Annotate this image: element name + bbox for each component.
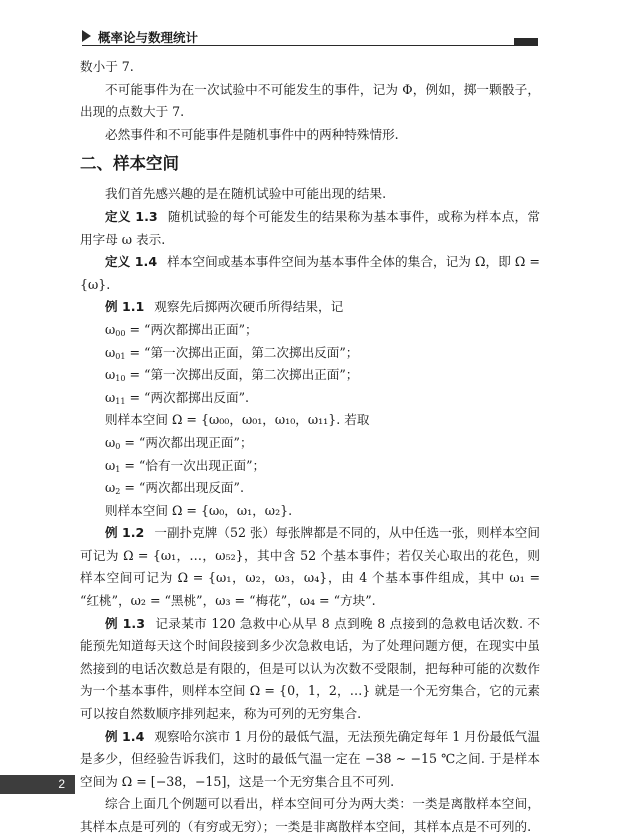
page-number: 2 — [0, 775, 75, 794]
book-title: 概率论与数理统计 — [98, 30, 199, 45]
definition-1-3 — [80, 206, 540, 251]
example-text: 一副扑克牌（52 张）每张牌都是不同的，从中任选一张，则样本空间可记为 Ω = {ω₁，…，ω₅₂}，其中含 52 个基本事件；若仅关心取出的花色，则样本空间可记为 Ω = {ω₁，ω₂，ω₃，ω₄}，由 4 个基本事件组成，其中 ω₁ = “红桃”，ω₂ = “黑桃”，ω₃ = “梅花”，ω₄ = “方块”. — [80, 525, 540, 609]
section-heading: 二、样本空间 — [80, 154, 179, 174]
formula-line: $\omega_{00}$ = “两次都掷出正面”； — [105, 321, 258, 338]
formula-line: $\omega_{11}$ = “两次都掷出反面”. — [105, 389, 250, 406]
example-1-1 — [80, 296, 540, 319]
definition-text: 随机试验的每个可能发生的结果称为基本事件，或称为样本点，常用字母 ω 表示. — [80, 208, 540, 247]
definition-label: 定义 1.4 — [105, 254, 158, 270]
formula-line: $\omega_1$ = “恰有一次出现正面”； — [105, 457, 266, 474]
formula-line: $\omega_0$ = “两次都出现正面”； — [105, 434, 253, 451]
example-label: 例 1.1 — [105, 299, 145, 315]
example-label: 例 1.3 — [105, 615, 145, 631]
paragraph: 必然事件和不可能事件是随机事件中的两种特殊情形. — [105, 126, 399, 142]
header-bar-decoration — [514, 38, 538, 45]
example-label: 例 1.2 — [105, 525, 145, 541]
definition-text: 样本空间或基本事件空间为基本事件全体的集合，记为 Ω，即 Ω = {ω}. — [80, 254, 540, 292]
example-1-3 — [80, 613, 540, 726]
example-text: 记录某市 120 急救中心从早 8 点到晚 8 点接到的急救电话次数. 不能预先知道每天这个时间段接到多少次急救电话，为了处理问题方便，在现实中虽然接到的电话次数总是有限的，但是可以认为次数不受限制，把每种可能的次数作为一个基本事件，则样本空间 Ω = {0，1，2，…} 就是一个无穷集合，它的元素可以按自然数顺序排列起来，称为可列的无穷集合. — [80, 615, 540, 722]
example-label: 例 1.4 — [105, 728, 145, 744]
triangle-marker-icon — [82, 30, 91, 42]
paragraph: 我们首先感兴趣的是在随机试验中可能出现的结果. — [105, 186, 387, 202]
paragraph: 数小于 7. — [80, 59, 134, 74]
running-header — [82, 27, 538, 46]
example-text: 观察哈尔滨市 1 月份的最低气温，无法预先确定每年 1 月份最低气温是多少，但经验告诉我们，这时的最低气温一定在 −38 ~ −15 ℃之间. 于是样本空间为 Ω = [−38，−15]，这是一个无穷集合且不可列. — [80, 728, 540, 789]
formula-line: 则样本空间 Ω = {ω₀₀，ω₀₁，ω₁₀，ω₁₁}. 若取 — [105, 412, 370, 428]
definition-1-4 — [80, 251, 540, 296]
example-1-4 — [80, 726, 540, 794]
page-body — [80, 56, 540, 839]
formula-line: $\omega_{01}$ = “第一次掷出正面，第二次掷出反面”； — [105, 344, 359, 361]
paragraph: 综合上面几个例题可以看出，样本空间可分为两大类：一类是离散样本空间，其样本点是可列的（有穷或无穷）；一类是非离散样本空间，其样本点是不可列的. — [80, 796, 540, 834]
example-1-2 — [80, 522, 540, 612]
formula-line: $\omega_{10}$ = “第一次掷出反面，第二次掷出正面”； — [105, 367, 359, 384]
formula-line: $\omega_2$ = “两次都出现反面”. — [105, 480, 244, 497]
formula-line: 则样本空间 Ω = {ω₀，ω₁，ω₂}. — [105, 502, 293, 518]
definition-label: 定义 1.3 — [105, 208, 158, 224]
example-text: 观察先后掷两次硬币所得结果，记 — [154, 299, 344, 315]
paragraph: 不可能事件为在一次试验中不可能发生的事件，记为 Φ，例如，掷一颗骰子，出现的点数大于 7. — [80, 81, 540, 120]
